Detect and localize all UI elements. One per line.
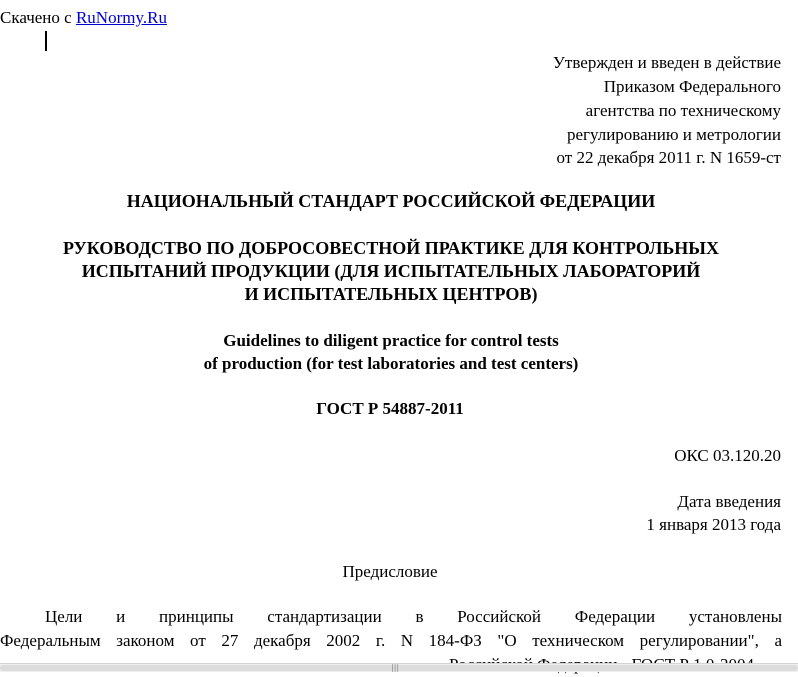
gost-number: ГОСТ Р 54887-2011 <box>316 399 464 418</box>
national-standard-heading: НАЦИОНАЛЬНЫЙ СТАНДАРТ РОССИЙСКОЙ ФЕДЕРАЦИИ <box>126 191 656 211</box>
scrollbar-grip-icon: ||| <box>391 663 400 672</box>
approval-line: агентства по техническому <box>585 101 781 120</box>
text-cursor <box>45 31 47 51</box>
preface-line: Федеральным законом от 27 декабря 2002 г. N 184-ФЗ "О техническом регулировании", а <box>0 631 782 650</box>
runormy-link[interactable]: RuNormy.Ru <box>75 8 167 27</box>
approval-line: Приказом Федерального <box>603 77 781 96</box>
document-title-line: РУКОВОДСТВО ПО ДОБРОСОВЕСТНОЙ ПРАКТИКЕ ДЛЯ КОНТРОЛЬНЫХ <box>63 238 719 258</box>
english-title-line: Guidelines to diligent practice for control tests <box>223 331 559 350</box>
download-prefix: Скачено с <box>0 8 76 27</box>
horizontal-scrollbar[interactable] <box>0 663 798 672</box>
english-title-line: of production (for test laboratories and test centers) <box>203 354 579 373</box>
preface-heading: Предисловие <box>342 562 438 581</box>
document-title-line: ИСПЫТАНИЙ ПРОДУКЦИИ (ДЛЯ ИСПЫТАТЕЛЬНЫХ ЛАБОРАТОРИЙ <box>81 261 701 281</box>
approval-line: Утвержден и введен в действие <box>552 53 781 72</box>
approval-line: регулированию и метрологии <box>566 125 781 144</box>
intro-date-value: 1 января 2013 года <box>646 515 781 534</box>
approval-line: от 22 декабря 2011 г. N 1659-ст <box>556 148 781 167</box>
preface-line: Цели и принципы стандартизации в Российской Федерации установлены <box>45 607 782 626</box>
document-title-line: И ИСПЫТАТЕЛЬНЫХ ЦЕНТРОВ) <box>244 284 538 304</box>
oks-code: ОКС 03.120.20 <box>674 446 781 465</box>
intro-date-label: Дата введения <box>677 492 781 511</box>
download-source-note <box>0 7 167 29</box>
